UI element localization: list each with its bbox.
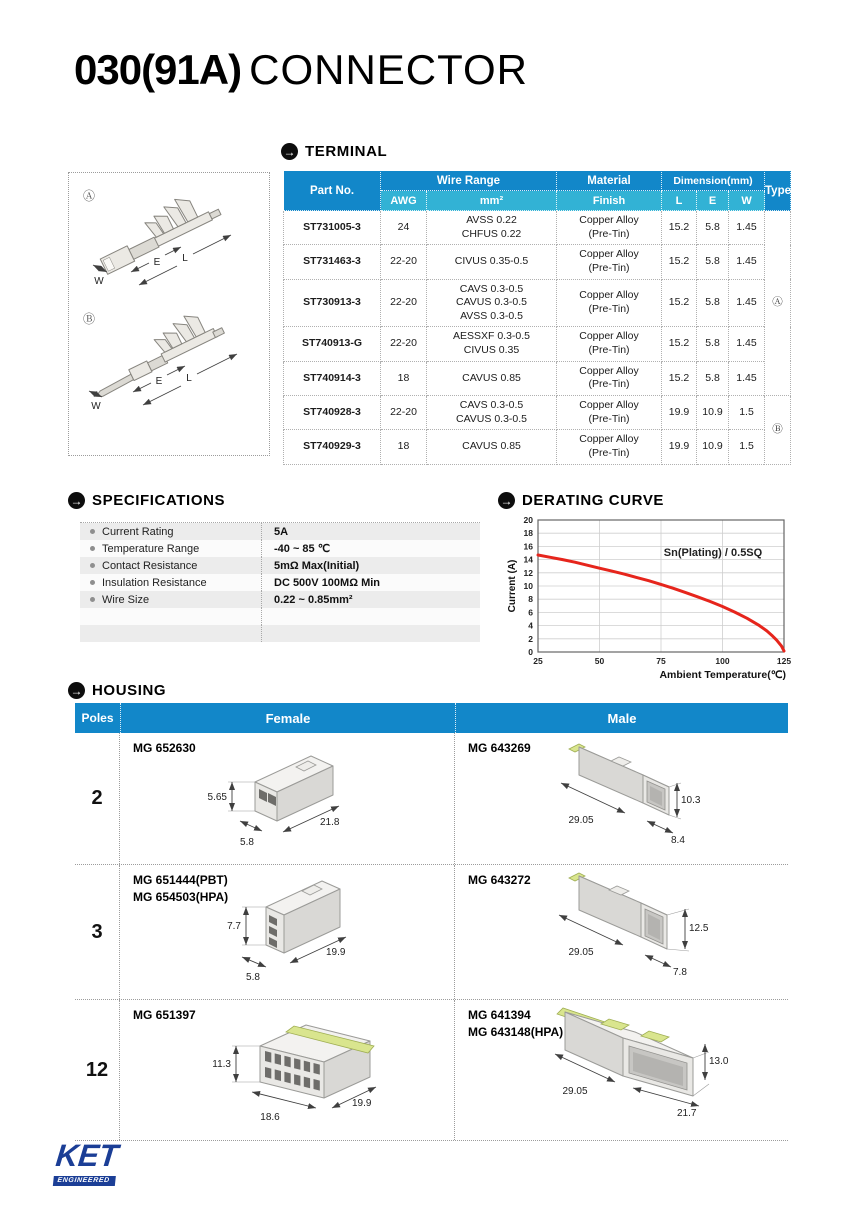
dim-w-label: W — [94, 276, 104, 287]
dim-value: 21.7 — [677, 1108, 697, 1119]
cell-w: 1.45 — [729, 361, 765, 395]
cell-type-a: Ⓐ — [765, 211, 791, 396]
spec-label: Temperature Range — [80, 540, 262, 557]
col-header-e: E — [697, 191, 729, 211]
bullet-icon — [90, 580, 95, 585]
svg-text:75: 75 — [656, 656, 666, 666]
spec-label: Insulation Resistance — [80, 574, 262, 591]
dim-value: 29.05 — [568, 947, 594, 958]
chart-annotation: Sn(Plating) / 0.5SQ — [663, 547, 763, 559]
male-3p-cell — [455, 865, 788, 999]
terminal-diagram-box — [68, 172, 270, 456]
dim-value: 8.4 — [671, 835, 685, 846]
cell-awg: 18 — [381, 430, 427, 464]
female-2p-drawing — [120, 733, 455, 864]
arrow-circle-icon: → — [281, 143, 298, 160]
female-2p-cell — [120, 733, 455, 864]
spec-row — [80, 523, 480, 540]
cell-wire: CAVS 0.3-0.5 CAVUS 0.3-0.5 AVSS 0.3-0.5 — [427, 279, 557, 327]
cell-e: 5.8 — [697, 361, 729, 395]
col-header-poles: Poles — [81, 711, 114, 725]
ket-logo — [53, 1138, 120, 1187]
terminal-table — [283, 170, 791, 465]
dim-value: 11.3 — [212, 1059, 231, 1070]
col-header-mm2: mm² — [427, 191, 557, 211]
derating-section-label: DERATING CURVE — [522, 492, 665, 509]
housing-row-2p — [75, 733, 788, 865]
cell-w: 1.5 — [729, 396, 765, 430]
cell-wire: CAVS 0.3-0.5 CAVUS 0.3-0.5 — [427, 396, 557, 430]
part-number: MG 651397 — [133, 1008, 196, 1022]
cell-l: 15.2 — [662, 279, 697, 327]
spec-label: Current Rating — [80, 523, 262, 540]
bullet-icon — [90, 563, 95, 568]
svg-text:2: 2 — [528, 633, 533, 644]
female-3p-drawing — [120, 865, 455, 999]
arrow-circle-icon: → — [498, 492, 515, 509]
housing-section-label: HOUSING — [92, 682, 167, 699]
bullet-icon — [90, 546, 95, 551]
dim-value: 21.8 — [320, 817, 340, 828]
dim-value: 5.8 — [246, 972, 260, 983]
cell-l: 15.2 — [662, 327, 697, 361]
cell-l: 19.9 — [662, 396, 697, 430]
page-title-word: CONNECTOR — [249, 46, 529, 93]
housing-row-3p — [75, 865, 788, 1000]
spec-value: 0.22 ~ 0.85mm² — [274, 593, 353, 606]
cell-material: Copper Alloy (Pre-Tin) — [557, 361, 662, 395]
spec-row — [80, 591, 480, 608]
svg-text:50: 50 — [594, 656, 605, 666]
chart-y-axis-label: Current (A) — [507, 559, 518, 613]
chart-x-axis-label: Ambient Temperature(℃) — [659, 669, 786, 681]
page-title — [74, 46, 528, 94]
col-header-female: Female — [120, 703, 455, 733]
cell-material: Copper Alloy (Pre-Tin) — [557, 245, 662, 279]
part-number: MG 652630 — [133, 741, 196, 755]
chart-text-labels — [507, 547, 786, 681]
female-12p-drawing — [120, 1000, 455, 1140]
col-header-material: Material — [557, 171, 662, 191]
cell-w: 1.45 — [729, 211, 765, 245]
male-2p-cell — [455, 733, 788, 864]
spec-label: Contact Resistance — [80, 557, 262, 574]
cell-l: 15.2 — [662, 211, 697, 245]
poles-count: 3 — [75, 865, 120, 999]
cell-awg: 24 — [381, 211, 427, 245]
col-header-l: L — [662, 191, 697, 211]
male-12p-cell — [455, 1000, 788, 1140]
dim-value: 5.8 — [240, 837, 254, 848]
part-number: MG 643269 — [468, 741, 531, 755]
svg-text:0: 0 — [528, 647, 533, 657]
bullet-icon — [90, 529, 95, 534]
spec-row-empty — [80, 625, 480, 642]
cell-wire: AVSS 0.22 CHFUS 0.22 — [427, 211, 557, 245]
dim-value: 13.0 — [709, 1056, 729, 1067]
spec-row-empty — [80, 608, 480, 625]
part-number: MG 641394 MG 643148(HPA) — [468, 1008, 564, 1040]
derating-chart — [502, 512, 802, 684]
col-header-part-no: Part No. — [284, 171, 381, 211]
female-3p-cell — [120, 865, 455, 999]
dim-value: 7.8 — [673, 967, 687, 978]
cell-e: 10.9 — [697, 430, 729, 464]
cell-part-no: ST730913-3 — [284, 279, 381, 327]
cell-wire: CIVUS 0.35-0.5 — [427, 245, 557, 279]
dim-value: 5.65 — [207, 792, 227, 803]
col-header-w: W — [729, 191, 765, 211]
part-number: MG 651444(PBT) MG 654503(HPA) — [133, 873, 229, 905]
cell-l: 15.2 — [662, 361, 697, 395]
svg-text:16: 16 — [523, 541, 533, 552]
svg-text:25: 25 — [533, 656, 543, 666]
dim-value: 29.05 — [562, 1086, 588, 1097]
cell-part-no: ST740913-G — [284, 327, 381, 361]
ket-logo-subtext: ENGINEERED — [53, 1176, 116, 1186]
svg-text:6: 6 — [528, 607, 533, 618]
cell-l: 15.2 — [662, 245, 697, 279]
dim-value: 19.9 — [352, 1098, 372, 1109]
table-row — [284, 211, 791, 245]
male-2p-drawing — [455, 733, 788, 864]
spec-row — [80, 557, 480, 574]
table-row — [284, 245, 791, 279]
col-header-dimension: Dimension(mm) — [662, 171, 765, 191]
spec-value: 5A — [274, 525, 289, 538]
ket-logo-text: KET — [54, 1138, 120, 1173]
cell-part-no: ST740928-3 — [284, 396, 381, 430]
cell-wire: CAVUS 0.85 — [427, 361, 557, 395]
cell-part-no: ST731005-3 — [284, 211, 381, 245]
dim-value: 19.9 — [326, 947, 346, 958]
poles-count: 2 — [75, 733, 120, 864]
dim-value: 7.7 — [227, 921, 241, 932]
cell-part-no: ST740929-3 — [284, 430, 381, 464]
terminal-b-drawing — [81, 303, 226, 398]
col-header-finish: Finish — [557, 191, 662, 211]
specifications-table — [80, 522, 480, 642]
cell-wire: AESSXF 0.3-0.5 CIVUS 0.35 — [427, 327, 557, 361]
cell-w: 1.45 — [729, 327, 765, 361]
cell-part-no: ST731463-3 — [284, 245, 381, 279]
type-b-marker: Ⓑ — [83, 312, 96, 326]
part-number: MG 643272 — [468, 873, 531, 887]
cell-material: Copper Alloy (Pre-Tin) — [557, 396, 662, 430]
svg-text:8: 8 — [528, 594, 533, 605]
cell-material: Copper Alloy (Pre-Tin) — [557, 430, 662, 464]
cell-e: 5.8 — [697, 211, 729, 245]
dim-e-label: E — [153, 257, 161, 268]
table-row — [284, 279, 791, 327]
dim-l-label: L — [186, 373, 192, 384]
bullet-icon — [90, 597, 95, 602]
table-row — [284, 430, 791, 464]
arrow-circle-icon: → — [68, 682, 85, 699]
svg-text:12: 12 — [523, 567, 533, 578]
col-header-male: Male — [455, 703, 788, 733]
spec-row — [80, 574, 480, 591]
dim-e-label: E — [155, 376, 163, 387]
cell-part-no: ST740914-3 — [284, 361, 381, 395]
cell-material: Copper Alloy (Pre-Tin) — [557, 211, 662, 245]
page-title-model: 030(91A) — [74, 46, 242, 93]
dim-value: 29.05 — [568, 815, 594, 826]
housing-table-header — [75, 703, 788, 733]
cell-material: Copper Alloy (Pre-Tin) — [557, 279, 662, 327]
male-3p-drawing — [455, 865, 788, 999]
specifications-section-header — [68, 492, 225, 509]
spec-value: 5mΩ Max(Initial) — [274, 559, 360, 572]
cell-material: Copper Alloy (Pre-Tin) — [557, 327, 662, 361]
cell-awg: 22-20 — [381, 327, 427, 361]
cell-e: 5.8 — [697, 279, 729, 327]
col-header-awg: AWG — [381, 191, 427, 211]
arrow-circle-icon: → — [68, 492, 85, 509]
svg-text:10: 10 — [523, 581, 533, 591]
col-header-type: Type — [765, 171, 791, 211]
poles-count: 12 — [75, 1000, 120, 1140]
table-row — [284, 361, 791, 395]
terminal-table-header-row-1 — [284, 171, 791, 191]
terminal-section-label: TERMINAL — [305, 143, 388, 160]
cell-awg: 18 — [381, 361, 427, 395]
spec-value: DC 500V 100MΩ Min — [274, 576, 381, 589]
dim-w-label: W — [91, 401, 101, 412]
dim-l-label: L — [182, 253, 188, 264]
dim-value: 10.3 — [681, 795, 701, 806]
derating-section-header — [498, 492, 664, 509]
cell-awg: 22-20 — [381, 245, 427, 279]
table-row — [284, 327, 791, 361]
cell-w: 1.45 — [729, 245, 765, 279]
cell-awg: 22-20 — [381, 279, 427, 327]
housing-section-header — [68, 682, 166, 699]
female-12p-cell — [120, 1000, 455, 1140]
col-header-wire-range: Wire Range — [381, 171, 557, 191]
housing-table — [75, 703, 788, 1141]
spec-row — [80, 540, 480, 557]
cell-e: 5.8 — [697, 327, 729, 361]
cell-type-b: Ⓑ — [765, 396, 791, 465]
cell-e: 10.9 — [697, 396, 729, 430]
housing-row-12p — [75, 1000, 788, 1141]
cell-w: 1.5 — [729, 430, 765, 464]
svg-text:100: 100 — [715, 656, 730, 666]
terminal-diagram-svg — [69, 173, 267, 453]
cell-e: 5.8 — [697, 245, 729, 279]
spec-value: -40 ~ 85 ℃ — [274, 543, 331, 555]
dim-value: 18.6 — [260, 1112, 280, 1123]
cell-awg: 22-20 — [381, 396, 427, 430]
cell-wire: CAVUS 0.85 — [427, 430, 557, 464]
table-row — [284, 396, 791, 430]
svg-text:125: 125 — [776, 656, 792, 666]
svg-text:4: 4 — [528, 620, 533, 631]
svg-text:14: 14 — [523, 554, 533, 565]
svg-text:20: 20 — [523, 515, 533, 525]
cell-l: 19.9 — [662, 430, 697, 464]
cell-w: 1.45 — [729, 279, 765, 327]
specifications-section-label: SPECIFICATIONS — [92, 492, 226, 509]
spec-label: Wire Size — [80, 591, 262, 608]
type-a-marker: Ⓐ — [83, 189, 96, 203]
svg-text:18: 18 — [523, 528, 533, 539]
male-12p-drawing — [455, 1000, 788, 1140]
terminal-section-header — [281, 143, 387, 160]
dim-value: 12.5 — [689, 923, 709, 934]
